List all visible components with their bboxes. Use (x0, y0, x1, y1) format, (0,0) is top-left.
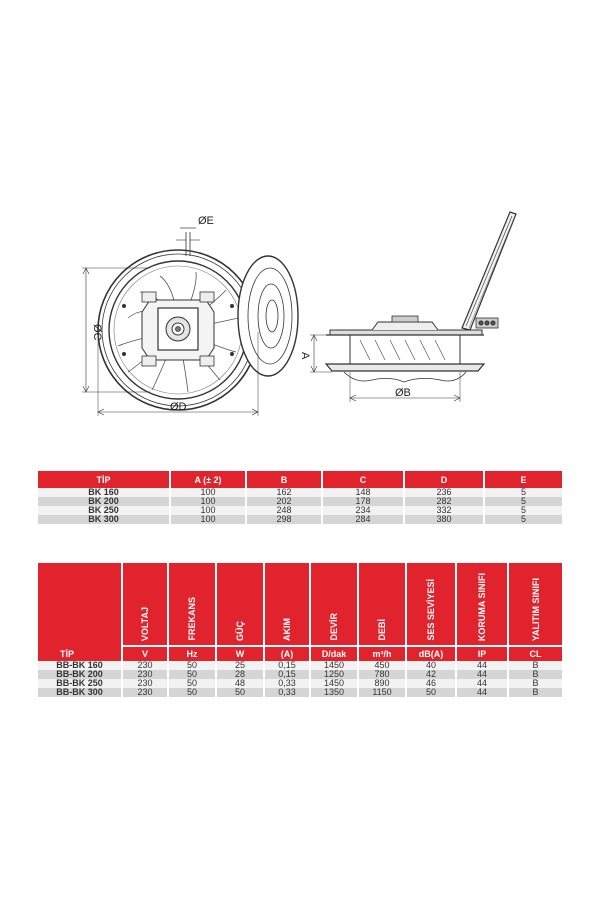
cell: 0,15 (264, 661, 310, 670)
cell: 44 (456, 679, 508, 688)
cell: 40 (406, 661, 456, 670)
header-voltaj-label: VOLTAJ (140, 606, 150, 641)
dimensions-table (38, 471, 562, 524)
label-phi-d: ØD (170, 401, 187, 413)
header-b: B (246, 471, 322, 488)
cell: 5 (484, 506, 562, 515)
cell: 100 (170, 488, 246, 497)
label-phi-e: ØE (198, 215, 214, 227)
header-akim (264, 563, 310, 646)
cell: 230 (122, 661, 168, 670)
cell: 450 (358, 661, 406, 670)
cell: 28 (216, 670, 264, 679)
cell: 44 (456, 661, 508, 670)
header-guc-label: GÜÇ (235, 621, 245, 641)
cell: 50 (168, 670, 216, 679)
cell: B (508, 661, 562, 670)
cell: 230 (122, 679, 168, 688)
cell: 1450 (310, 661, 358, 670)
header-devir (310, 563, 358, 646)
cell: 890 (358, 679, 406, 688)
cell: 46 (406, 679, 456, 688)
cell: 202 (246, 497, 322, 506)
cell: 44 (456, 688, 508, 697)
cell: 50 (168, 688, 216, 697)
cell: 284 (322, 515, 404, 524)
cell: B (508, 670, 562, 679)
label-phi-b: ØB (395, 387, 411, 399)
cell: 178 (322, 497, 404, 506)
unit-dba: dB(A) (406, 646, 456, 661)
cell: 100 (170, 515, 246, 524)
cell: 282 (404, 497, 484, 506)
header-frekans (168, 563, 216, 646)
cell-tip: BK 200 (38, 497, 170, 506)
cell: 5 (484, 497, 562, 506)
cell: 230 (122, 688, 168, 697)
table-row (38, 515, 562, 524)
table-row (38, 688, 562, 697)
cell: 50 (216, 688, 264, 697)
cell: 0,33 (264, 679, 310, 688)
cell: 236 (404, 488, 484, 497)
label-a: A (299, 352, 311, 360)
header-frekans-label: FREKANS (187, 597, 197, 641)
cell: 100 (170, 497, 246, 506)
cell: 1150 (358, 688, 406, 697)
cell: 162 (246, 488, 322, 497)
header-koruma-sinifi (456, 563, 508, 646)
cell-tip: BB-BK 300 (38, 688, 122, 697)
cell: 0,33 (264, 688, 310, 697)
header-yalitim-sinifi (508, 563, 562, 646)
side-view (310, 212, 516, 402)
unit-cl: CL (508, 646, 562, 661)
unit-m3h: m³/h (358, 646, 406, 661)
header-debi (358, 563, 406, 646)
unit-v: V (122, 646, 168, 661)
header-ses-seviyesi (406, 563, 456, 646)
cell: B (508, 679, 562, 688)
cell: 50 (406, 688, 456, 697)
cell: 248 (246, 506, 322, 515)
unit-ddak: D/dak (310, 646, 358, 661)
cell: 5 (484, 488, 562, 497)
cell-tip: BK 300 (38, 515, 170, 524)
cell: 44 (456, 670, 508, 679)
header-c: C (322, 471, 404, 488)
cell-tip: BB-BK 200 (38, 670, 122, 679)
header-devir-label: DEVİR (329, 613, 339, 641)
specifications-table (38, 563, 562, 697)
header-akim-label: AKIM (282, 618, 292, 641)
cell: 42 (406, 670, 456, 679)
label-phi-c: ØC (91, 324, 103, 341)
header-e: E (484, 471, 562, 488)
cell: 25 (216, 661, 264, 670)
cell: 1350 (310, 688, 358, 697)
cell: 5 (484, 515, 562, 524)
header-ses-seviyesi-label: SES SEVİYESİ (426, 579, 436, 641)
technical-drawing (0, 0, 600, 440)
cell: 148 (322, 488, 404, 497)
cell: 1250 (310, 670, 358, 679)
unit-a: (A) (264, 646, 310, 661)
header-d: D (404, 471, 484, 488)
cell: 50 (168, 661, 216, 670)
dimensions-header-row (38, 471, 562, 488)
unit-hz: Hz (168, 646, 216, 661)
unit-ip: IP (456, 646, 508, 661)
header-tip: TİP (38, 563, 122, 661)
cell: 1450 (310, 679, 358, 688)
cell: 50 (168, 679, 216, 688)
cell: 380 (404, 515, 484, 524)
cell: 230 (122, 670, 168, 679)
cell: B (508, 688, 562, 697)
cell: 100 (170, 506, 246, 515)
front-view (82, 228, 298, 416)
cell: 0,15 (264, 670, 310, 679)
header-debi-label: DEBİ (377, 619, 387, 641)
header-voltaj (122, 563, 168, 646)
header-tip: TİP (38, 471, 170, 488)
cell-tip: BK 160 (38, 488, 170, 497)
cell: 332 (404, 506, 484, 515)
specifications-header-row (38, 563, 562, 646)
unit-w: W (216, 646, 264, 661)
cell-tip: BK 250 (38, 506, 170, 515)
header-yalitim-sinifi-label: YALITIM SINIFI (530, 577, 541, 641)
header-a: A (± 2) (170, 471, 246, 488)
cell: 48 (216, 679, 264, 688)
cell: 780 (358, 670, 406, 679)
cell: 234 (322, 506, 404, 515)
header-guc (216, 563, 264, 646)
cell-tip: BB-BK 250 (38, 679, 122, 688)
header-koruma-sinifi-label: KORUMA SINIFI (477, 572, 487, 641)
cell-tip: BB-BK 160 (38, 661, 122, 670)
cell: 298 (246, 515, 322, 524)
